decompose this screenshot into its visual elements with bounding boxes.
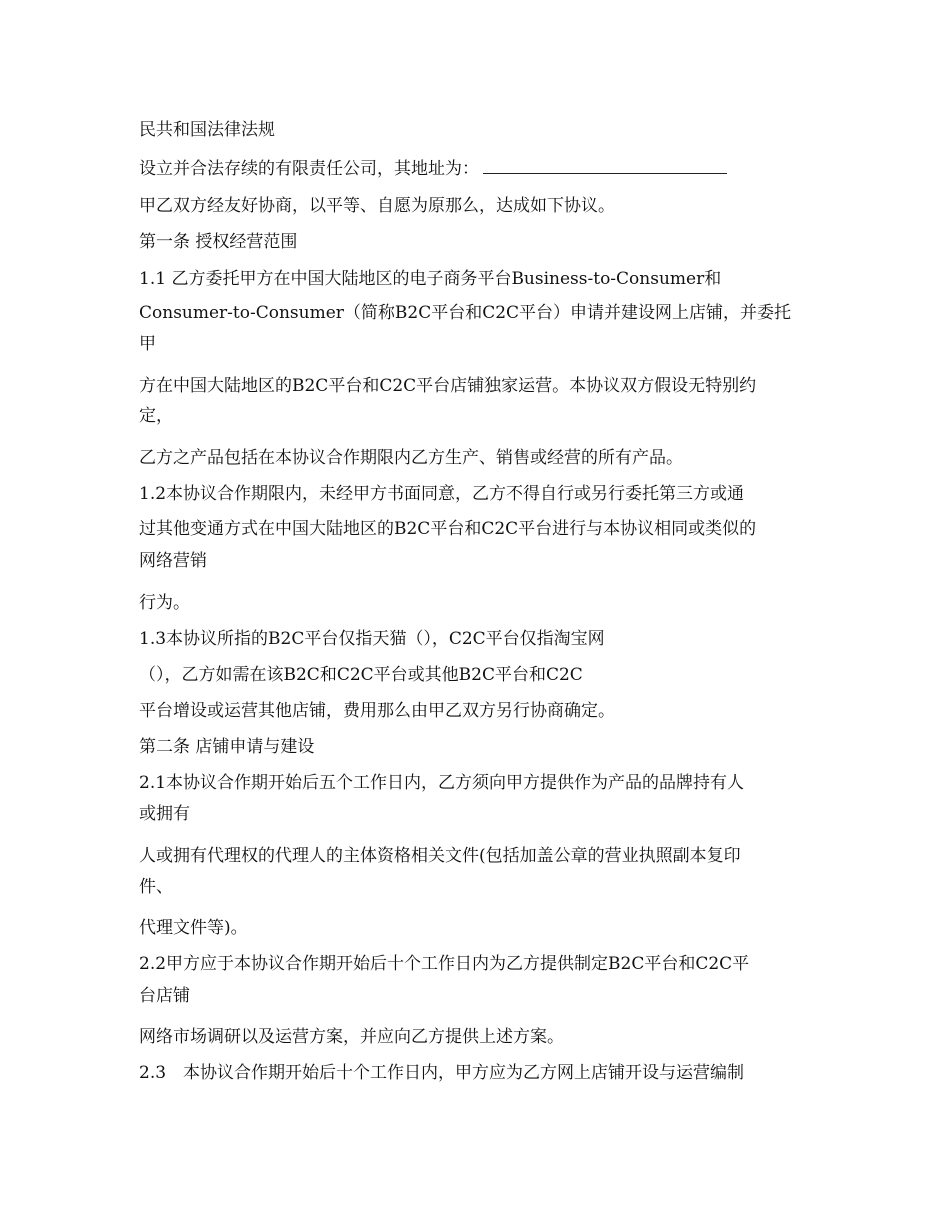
text-line: 甲: [139, 334, 156, 354]
text-line: 1.1 乙方委托甲方在中国大陆地区的电子商务平台Business-to-Consumer和: [139, 269, 722, 289]
text-line-with-blank: [139, 158, 727, 180]
text-line: Consumer-to-Consumer（简称B2C平台和C2C平台）申请并建设网上店铺，并委托: [139, 303, 792, 323]
text-line: 台店铺: [139, 986, 190, 1006]
text-line: 网络营销: [139, 551, 207, 571]
text-line: 网络市场调研以及运营方案，并应向乙方提供上述方案。: [139, 1027, 564, 1047]
text-line: 乙方之产品包括在本协议合作期限内乙方生产、销售或经营的所有产品。: [139, 448, 683, 468]
text-line: 过其他变通方式在中国大陆地区的B2C平台和C2C平台进行与本协议相同或类似的: [139, 519, 757, 539]
text-line: （），乙方如需在该B2C和C2C平台或其他B2C平台和C2C: [139, 665, 583, 685]
text-line: 2.2甲方应于本协议合作期开始后十个工作日内为乙方提供制定B2C平台和C2C平: [139, 954, 750, 974]
text-line: 代理文件等)。: [139, 918, 248, 938]
text-line: 行为。: [139, 593, 190, 613]
text-line: 平台增设或运营其他店铺，费用那么由甲乙双方另行协商确定。: [139, 701, 615, 721]
address-blank-field: [483, 159, 727, 174]
text-segment: 设立并合法存续的有限责任公司，其地址为：: [139, 159, 479, 179]
text-line: 1.3本协议所指的B2C平台仅指天猫（），C2C平台仅指淘宝网: [139, 629, 605, 649]
text-line: 1.2本协议合作期限内，未经甲方书面同意，乙方不得自行或另行委托第三方或通: [139, 484, 745, 504]
text-line: 件、: [139, 877, 173, 897]
text-line: 甲乙双方经友好协商，以平等、自愿为原那么，达成如下协议。: [139, 196, 615, 216]
text-line: 方在中国大陆地区的B2C平台和C2C平台店铺独家运营。本协议双方假设无特别约: [139, 376, 757, 396]
text-line: 2.3 本协议合作期开始后十个工作日内，甲方应为乙方网上店铺开设与运营编制: [139, 1063, 745, 1083]
text-line: 民共和国法律法规: [139, 120, 275, 140]
text-line: 人或拥有代理权的代理人的主体资格相关文件(包括加盖公章的营业执照副本复印: [139, 846, 741, 866]
text-line: 或拥有: [139, 804, 190, 824]
section-heading: 第一条 授权经营范围: [139, 232, 298, 252]
text-line: 定，: [139, 406, 173, 426]
section-heading: 第二条 店铺申请与建设: [139, 737, 315, 757]
text-line: 2.1本协议合作期开始后五个工作日内，乙方须向甲方提供作为产品的品牌持有人: [139, 773, 745, 793]
